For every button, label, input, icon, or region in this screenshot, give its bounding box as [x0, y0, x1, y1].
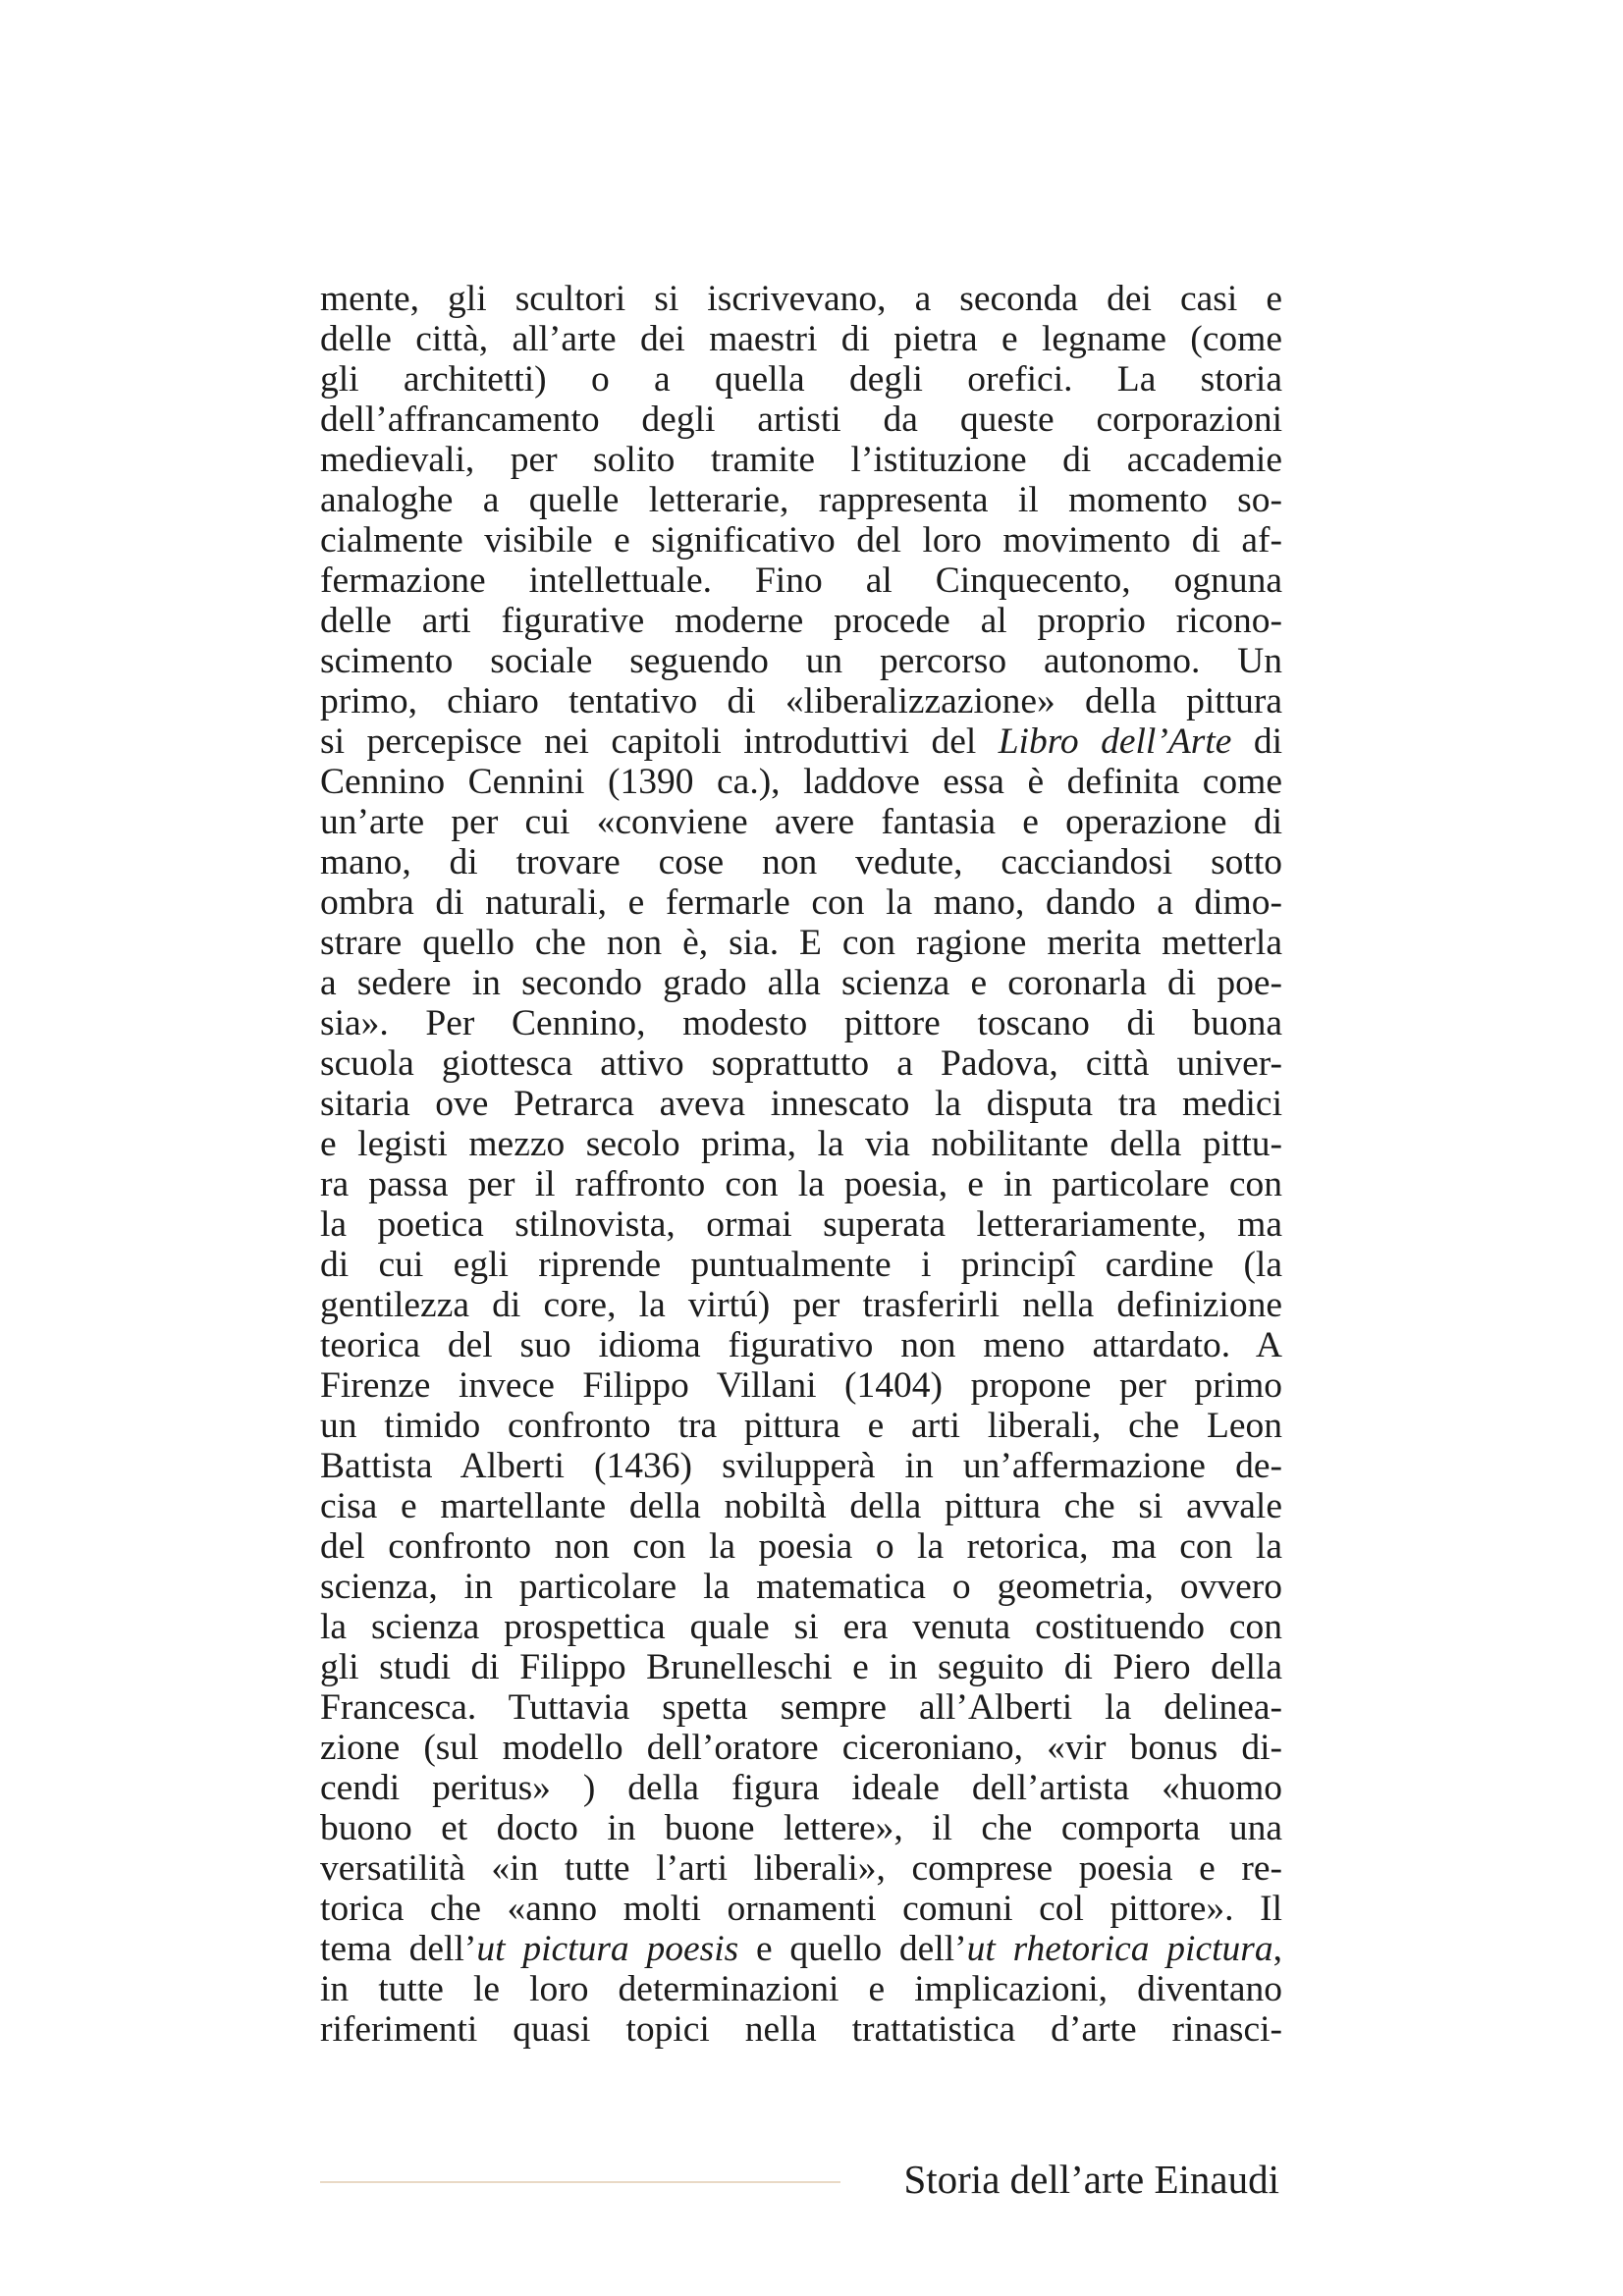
- text-line: [320, 721, 1282, 762]
- text-line: [320, 802, 1282, 842]
- text-line: [320, 1728, 1282, 1768]
- text-segment: gentilezza di core, la virtú) per trasferirli nella definizione: [320, 1285, 1282, 1325]
- text-line: [320, 1768, 1282, 1808]
- text-segment: scimento sociale seguendo un percorso autonomo. Un: [320, 641, 1282, 681]
- text-segment: fermazione intellettuale. Fino al Cinquecento, ognuna: [320, 561, 1282, 601]
- text-segment: del confronto non con la poesia o la retorica, ma con la: [320, 1526, 1282, 1567]
- text-line: [320, 762, 1282, 802]
- text-segment: delle arti figurative moderne procede al proprio ricono-: [320, 601, 1282, 641]
- text-segment: versatilità «in tutte l’arti liberali», comprese poesia e re-: [320, 1848, 1282, 1889]
- text-segment: strare quello che non è, sia. E con ragione merita metterla: [320, 923, 1282, 963]
- text-segment: ,: [1272, 1929, 1282, 1969]
- text-segment: cialmente visibile e significativo del loro movimento di af-: [320, 520, 1282, 561]
- text-line: [320, 1446, 1282, 1486]
- text-line: [320, 1607, 1282, 1647]
- text-line: [320, 963, 1282, 1003]
- body-paragraph: [320, 279, 1282, 2050]
- text-segment: torica che «anno molti ornamenti comuni col pittore». Il: [320, 1889, 1282, 1929]
- text-line: [320, 601, 1282, 641]
- text-segment: a sedere in secondo grado alla scienza e coronarla di poe-: [320, 963, 1282, 1003]
- text-segment: la scienza prospettica quale si era venuta costituendo con: [320, 1607, 1282, 1647]
- text-segment: cendi peritus» ) della figura ideale dell’artista «huomo: [320, 1768, 1282, 1808]
- text-line: [320, 1406, 1282, 1446]
- text-line: [320, 2009, 1282, 2050]
- text-segment: Firenze invece Filippo Villani (1404) propone per primo: [320, 1365, 1282, 1406]
- text-line: [320, 279, 1282, 319]
- text-segment: e quello dell’: [738, 1929, 967, 1969]
- italic-title: ut pictura poesis: [476, 1929, 739, 1969]
- text-line: [320, 561, 1282, 601]
- text-line: [320, 359, 1282, 400]
- text-segment: scuola giottesca attivo soprattutto a Padova, città univer-: [320, 1043, 1282, 1084]
- text-segment: buono et docto in buone lettere», il che comporta una: [320, 1808, 1282, 1848]
- text-segment: un’arte per cui «conviene avere fantasia e operazione di: [320, 802, 1282, 842]
- text-line: [320, 1969, 1282, 2009]
- text-segment: delle città, all’arte dei maestri di pietra e legname (come: [320, 319, 1282, 359]
- text-segment: in tutte le loro determinazioni e implicazioni, diventano: [320, 1969, 1282, 2009]
- text-line: [320, 1164, 1282, 1204]
- footer-series-title: Storia dell’arte Einaudi: [903, 2157, 1279, 2202]
- text-segment: Francesca. Tuttavia spetta sempre all’Alberti la delinea-: [320, 1687, 1282, 1728]
- text-segment: ombra di naturali, e fermarle con la mano, dando a dimo-: [320, 882, 1282, 923]
- text-line: [320, 1889, 1282, 1929]
- text-line: [320, 641, 1282, 681]
- text-segment: un timido confronto tra pittura e arti liberali, che Leon: [320, 1406, 1282, 1446]
- text-line: [320, 1124, 1282, 1164]
- text-line: [320, 1848, 1282, 1889]
- text-line: [320, 1929, 1282, 1969]
- text-line: [320, 1526, 1282, 1567]
- text-segment: mano, di trovare cose non vedute, cacciandosi sotto: [320, 842, 1282, 882]
- text-segment: analoghe a quelle letterarie, rappresenta il momento so-: [320, 480, 1282, 520]
- text-line: [320, 681, 1282, 721]
- text-segment: tema dell’: [320, 1929, 477, 1969]
- text-segment: riferimenti quasi topici nella trattatistica d’arte rinasci-: [320, 2009, 1282, 2050]
- text-line: [320, 520, 1282, 561]
- text-line: [320, 319, 1282, 359]
- text-line: [320, 1486, 1282, 1526]
- text-line: [320, 1687, 1282, 1728]
- text-line: [320, 1245, 1282, 1285]
- text-line: [320, 842, 1282, 882]
- text-segment: medievali, per solito tramite l’istituzione di accademie: [320, 440, 1282, 480]
- text-line: [320, 1647, 1282, 1687]
- text-line: [320, 480, 1282, 520]
- text-segment: di cui egli riprende puntualmente i principî cardine (la: [320, 1245, 1282, 1285]
- text-line: [320, 1808, 1282, 1848]
- text-line: [320, 882, 1282, 923]
- text-line: [320, 1003, 1282, 1043]
- text-segment: mente, gli scultori si iscrivevano, a seconda dei casi e: [320, 279, 1282, 319]
- text-segment: sitaria ove Petrarca aveva innescato la disputa tra medici: [320, 1084, 1282, 1124]
- italic-title: Libro dell’Arte: [998, 721, 1232, 762]
- text-line: [320, 1567, 1282, 1607]
- text-line: [320, 1325, 1282, 1365]
- footer-rule: [320, 2181, 840, 2183]
- text-segment: la poetica stilnovista, ormai superata letterariamente, ma: [320, 1204, 1282, 1245]
- text-segment: dell’affrancamento degli artisti da queste corporazioni: [320, 400, 1282, 440]
- text-line: [320, 1043, 1282, 1084]
- text-segment: gli architetti) o a quella degli orefici. La storia: [320, 359, 1282, 400]
- text-segment: sia». Per Cennino, modesto pittore toscano di buona: [320, 1003, 1282, 1043]
- text-segment: primo, chiaro tentativo di «liberalizzazione» della pittura: [320, 681, 1282, 721]
- text-line: [320, 440, 1282, 480]
- text-segment: gli studi di Filippo Brunelleschi e in seguito di Piero della: [320, 1647, 1282, 1687]
- text-line: [320, 1084, 1282, 1124]
- text-segment: teorica del suo idioma figurativo non meno attardato. A: [320, 1325, 1282, 1365]
- text-segment: ra passa per il raffronto con la poesia, e in particolare con: [320, 1164, 1282, 1204]
- text-segment: cisa e martellante della nobiltà della pittura che si avvale: [320, 1486, 1282, 1526]
- text-segment: Battista Alberti (1436) svilupperà in un’affermazione de-: [320, 1446, 1282, 1486]
- text-line: [320, 923, 1282, 963]
- text-line: [320, 1365, 1282, 1406]
- text-segment: e legisti mezzo secolo prima, la via nobilitante della pittu-: [320, 1124, 1282, 1164]
- text-segment: zione (sul modello dell’oratore ciceroniano, «vir bonus di-: [320, 1728, 1282, 1768]
- italic-title: ut rhetorica pictura: [966, 1929, 1273, 1969]
- text-line: [320, 1204, 1282, 1245]
- text-segment: di: [1231, 721, 1282, 762]
- text-segment: Cennino Cennini (1390 ca.), laddove essa è definita come: [320, 762, 1282, 802]
- text-line: [320, 400, 1282, 440]
- text-segment: scienza, in particolare la matematica o geometria, ovvero: [320, 1567, 1282, 1607]
- text-segment: si percepisce nei capitoli introduttivi del: [320, 721, 999, 762]
- text-line: [320, 1285, 1282, 1325]
